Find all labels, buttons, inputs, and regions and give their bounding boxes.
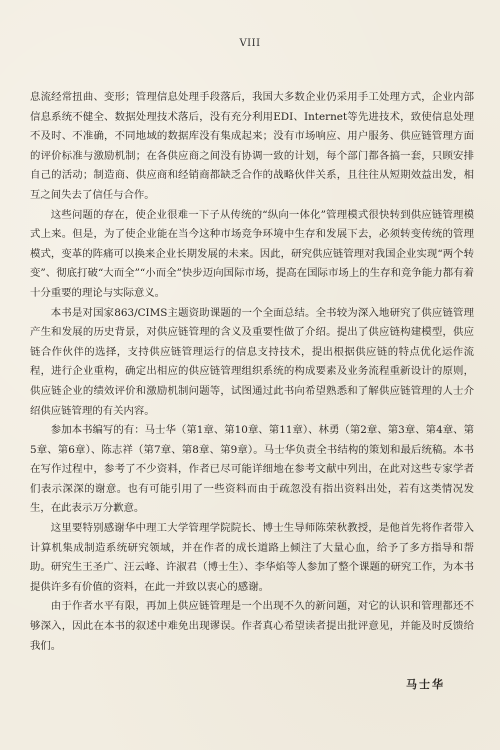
paragraph-5: 这里要特别感谢华中理工大学管理学院院长、博士生导师陈荣秋教授，是他首先将作者带入计算机集成制造系统研究领域，并在作者的成长道路上倾注了大量心血，给予了多方指导和帮助。研究生王圣广、汪云峰、许淑君（博士生）、李华焰等人参加了整个课题的研究工作，为本书提供许多有价值的资料，在此一并致以衷心的感谢。 xyxy=(30,522,474,593)
paragraph-3: 本书是对国家863/CIMS主题资助课题的一个全面总结。全书较为深入地研究了供应链管理产生和发展的历史背景，对供应链管理的含义及重要性做了介绍。提出了供应链构建模型，供应链合作伙伴的选择，支持供应链管理运行的信息支持技术，提出根据供应链的特点优化运作流程，进行企业重构，确定出相应的供应链管理组织系统的构成要素及业务流程重新设计的原则，供应链企业的绩效评价和激励机制问题等，试图通过此书向希望熟悉和了解供应链管理的人士介绍供应链管理的有关内容。 xyxy=(30,306,474,417)
paragraph-2: 这些问题的存在，使企业很难一下子从传统的“纵向一体化”管理模式很快转到供应链管理模式上来。但是，为了使企业能在当今这种市场竞争环境中生存和发展下去，必须转变传统的管理模式，变革的阵痛可以换来企业长期发展的未来。因此，研究供应链管理对我国企业实现“两个转变”、彻底打破“大而全”“小而全”快步迈向国际市场，提高在国际市场上的生存和竞争能力都有着十分重要的理论与实际意义。 xyxy=(30,208,474,299)
author-signature: 马士华 xyxy=(406,678,445,691)
paragraph-6: 由于作者水平有限，再加上供应链管理是一个出现不久的新问题，对它的认识和管理都还不够深入，因此在本书的叙述中难免出现谬误。作者真心希望读者提出批评意见，并能及时反馈给我们。 xyxy=(30,600,474,652)
page-number: VIII xyxy=(239,38,261,49)
preface-body xyxy=(30,88,474,656)
paragraph-4: 参加本书编写的有：马士华（第1章、第10章、第11章）、林勇（第2章、第3章、第4章、第5章、第6章）、陈志祥（第7章、第8章、第9章）。马士华负责全书结构的策划和最后统稿。本书在写作过程中，参考了不少资料，作者已尽可能详细地在参考文献中列出，在此对这些专家学者们表示深深的谢意。也有可能引用了一些资料而由于疏忽没有指出资料出处，若有这类情况发生，在此表示万分歉意。 xyxy=(30,424,474,515)
paragraph-1: 息流经常扭曲、变形；管理信息处理手段落后，我国大多数企业仍采用手工处理方式，企业内部信息系统不健全、数据处理技术落后，没有充分利用EDI、Internet等先进技术，致使信息处理不及时、不准确，不同地域的数据库没有集成起来；没有市场响应、用户服务、供应链管理方面的评价标准与激励机制；在各供应商之间没有协调一致的计划，每个部门都各搞一套，只顾安排自己的活动；制造商、供应商和经销商都缺乏合作的战略伙伴关系，且往往从短期效益出发，相互之间失去了信任与合作。 xyxy=(30,91,474,201)
